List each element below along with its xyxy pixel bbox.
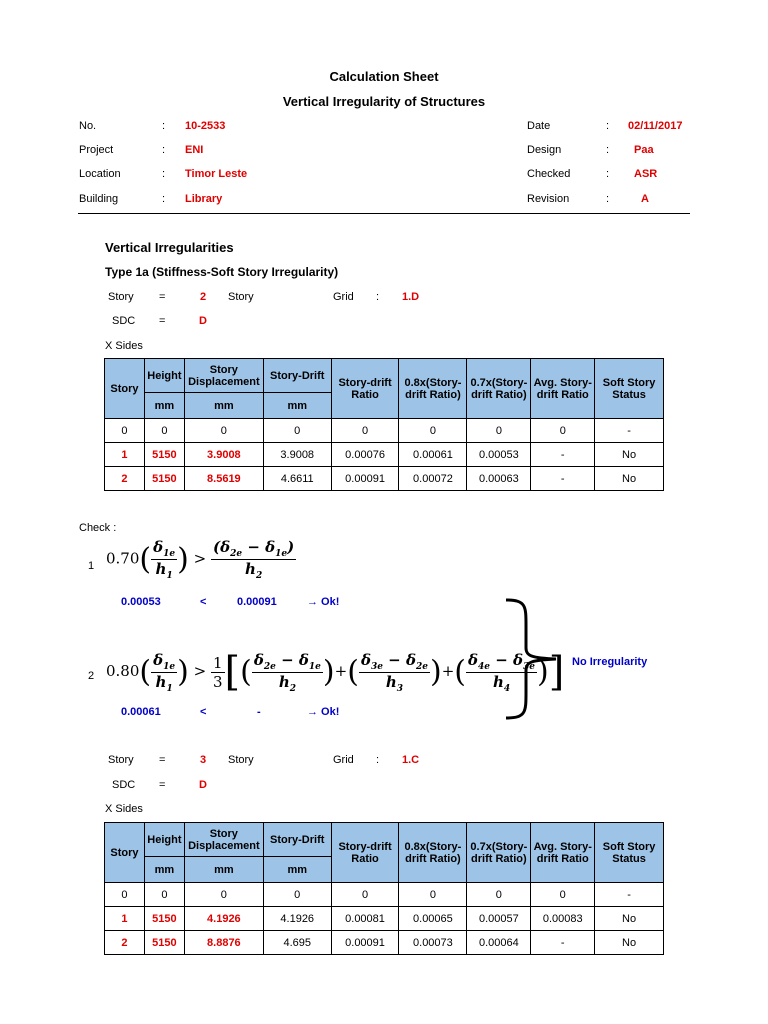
table-cell: 0.00072 — [399, 467, 467, 491]
story-eq: = — [159, 754, 166, 766]
unit-drift: mm — [263, 857, 331, 883]
sheet-title: Calculation Sheet — [329, 69, 439, 84]
grid-sep: : — [376, 291, 380, 303]
checked-value: ASR — [634, 168, 658, 180]
col-height: Height — [144, 359, 184, 393]
table-cell: 0 — [399, 419, 467, 443]
col-soft-status: Soft Story Status — [595, 359, 664, 419]
formula-1-coef: 0.70 — [106, 549, 140, 568]
col-08-ratio: 0.8x(Story- drift Ratio) — [399, 359, 467, 419]
section-title: Vertical Irregularities — [105, 240, 234, 255]
table-cell: 4.1926 — [263, 907, 331, 931]
sides-label: X Sides — [105, 803, 143, 815]
table-cell: 0.00065 — [399, 907, 467, 931]
check-label: Check : — [79, 522, 117, 534]
col-07-ratio: 0.7x(Story- drift Ratio) — [467, 359, 531, 419]
formula-1-number: 1 — [88, 560, 95, 572]
f1-result: → Ok! — [307, 596, 340, 608]
type-title: Type 1a (Stiffness-Soft Story Irregularity) — [105, 265, 339, 279]
table-cell: 0 — [184, 883, 263, 907]
conclusion: No Irregularity — [572, 656, 648, 668]
col-drift-ratio: Story-drift Ratio — [331, 823, 399, 883]
table-cell: 0 — [467, 883, 531, 907]
table-cell: - — [595, 883, 664, 907]
checked-sep: : — [606, 168, 610, 180]
table-row — [105, 883, 664, 907]
unit-height: mm — [144, 393, 184, 419]
story-label2: Story — [228, 754, 254, 766]
date-sep: : — [606, 120, 610, 132]
table-cell: No — [595, 443, 664, 467]
table-cell: 0.00053 — [467, 443, 531, 467]
table-row — [105, 467, 664, 491]
grid-label: Grid — [333, 754, 354, 766]
design-sep: : — [606, 144, 610, 156]
f2-left-value: 0.00061 — [121, 706, 161, 718]
checked-label: Checked — [527, 168, 571, 180]
unit-displacement: mm — [184, 857, 263, 883]
table-cell: 0.00083 — [531, 907, 595, 931]
table-cell: 0 — [184, 419, 263, 443]
sdc-value: D — [199, 315, 207, 327]
date-label: Date — [527, 120, 551, 132]
grid-sep: : — [376, 754, 380, 766]
unit-height: mm — [144, 857, 184, 883]
f2-right-value: - — [257, 706, 261, 718]
drift-table-2 — [104, 822, 664, 955]
table-cell: 0 — [331, 419, 399, 443]
table-cell: 0 — [531, 883, 595, 907]
story-label: Story — [108, 291, 134, 303]
col-story: Story — [105, 823, 145, 883]
table-cell: 0 — [263, 419, 331, 443]
col-07-ratio: 0.7x(Story- drift Ratio) — [467, 823, 531, 883]
table-row — [105, 907, 664, 931]
sdc-eq: = — [159, 779, 166, 791]
table-cell: 0 — [399, 883, 467, 907]
table-cell: 0 — [105, 419, 145, 443]
table-cell: 2 — [105, 467, 145, 491]
table-2-body — [105, 883, 664, 955]
building-value: Library — [185, 193, 223, 205]
grid-label: Grid — [333, 291, 354, 303]
table-cell: 3.9008 — [263, 443, 331, 467]
table-cell: 0 — [263, 883, 331, 907]
no-sep: : — [162, 120, 166, 132]
story-value: 3 — [200, 754, 207, 766]
project-sep: : — [162, 144, 166, 156]
table-cell: 0.00076 — [331, 443, 399, 467]
col-soft-status: Soft Story Status — [595, 823, 664, 883]
sheet-subtitle: Vertical Irregularity of Structures — [282, 94, 486, 109]
sdc-eq: = — [159, 315, 166, 327]
building-sep: : — [162, 193, 166, 205]
table-cell: - — [595, 419, 664, 443]
col-story-drift: Story-Drift — [263, 359, 331, 393]
table-row — [105, 443, 664, 467]
table-cell: No — [595, 467, 664, 491]
col-08-ratio: 0.8x(Story- drift Ratio) — [399, 823, 467, 883]
col-avg-ratio: Avg. Story- drift Ratio — [531, 359, 595, 419]
revision-value: A — [641, 193, 649, 205]
table-cell: 2 — [105, 931, 145, 955]
table-cell: 1 — [105, 443, 145, 467]
sdc-label: SDC — [112, 779, 136, 791]
formula-2-number: 2 — [88, 670, 95, 682]
table-cell: 8.5619 — [184, 467, 263, 491]
table-row — [105, 931, 664, 955]
unit-displacement: mm — [184, 393, 263, 419]
table-cell: 8.8876 — [184, 931, 263, 955]
table-cell: 0.00057 — [467, 907, 531, 931]
table-cell: 4.695 — [263, 931, 331, 955]
table-cell: 1 — [105, 907, 145, 931]
table-cell: 0 — [144, 883, 184, 907]
table-cell: 0.00081 — [331, 907, 399, 931]
table-cell: 4.1926 — [184, 907, 263, 931]
table-cell: 0.00091 — [331, 467, 399, 491]
location-label: Location — [79, 168, 121, 180]
table-cell: 0.00091 — [331, 931, 399, 955]
table-cell: 0 — [531, 419, 595, 443]
col-drift-ratio: Story-drift Ratio — [331, 359, 399, 419]
f2-operator: < — [200, 706, 207, 718]
f1-operator: < — [200, 596, 207, 608]
table-cell: 5150 — [144, 907, 184, 931]
table-cell: 0.00064 — [467, 931, 531, 955]
unit-drift: mm — [263, 393, 331, 419]
header-divider — [78, 213, 690, 214]
revision-sep: : — [606, 193, 610, 205]
table-cell: - — [531, 931, 595, 955]
table-1-body — [105, 419, 664, 491]
col-height: Height — [144, 823, 184, 857]
col-displacement: Story Displacement — [184, 359, 263, 393]
f2-result: → Ok! — [307, 706, 340, 718]
grid-value: 1.D — [402, 291, 420, 303]
table-cell: - — [531, 443, 595, 467]
table-cell: 0 — [144, 419, 184, 443]
formula-2: 0.80( $\frac{\delta_{1e}}{h_1}$ ) > $\frac{1}{3}$ [( $\frac{\delta_{2e} - \delta_{1e}}{h_2}$ )+( $\frac{\delta_{3e} - \delta_{2e}}{h_3}$ )+( $\frac{\delta_{4e} - \delta_{3e}}{h_4}$ )] — [106, 649, 565, 695]
table-cell: 5150 — [144, 467, 184, 491]
story-eq: = — [159, 291, 166, 303]
table-cell: 3.9008 — [184, 443, 263, 467]
location-sep: : — [162, 168, 166, 180]
table-cell: 0 — [331, 883, 399, 907]
location-value: Timor Leste — [185, 168, 248, 180]
table-cell: 0.00063 — [467, 467, 531, 491]
col-story-drift: Story-Drift — [263, 823, 331, 857]
story-value: 2 — [200, 291, 207, 303]
no-value: 10-2533 — [185, 120, 226, 132]
table-cell: - — [531, 467, 595, 491]
table-cell: No — [595, 931, 664, 955]
no-label: No. — [79, 120, 97, 132]
table-cell: 0 — [105, 883, 145, 907]
formula-2-coef: 0.80 — [106, 662, 140, 680]
grid-value: 1.C — [402, 754, 420, 766]
col-displacement: Story Displacement — [184, 823, 263, 857]
table-cell: 0.00061 — [399, 443, 467, 467]
sdc-label: SDC — [112, 315, 136, 327]
building-label: Building — [79, 193, 119, 205]
sdc-value: D — [199, 779, 207, 791]
right-curly-brace — [500, 596, 562, 722]
date-value: 02/11/2017 — [628, 120, 683, 132]
table-cell: 0 — [467, 419, 531, 443]
drift-table-1 — [104, 358, 664, 491]
project-value: ENI — [185, 144, 204, 156]
table-cell: 4.6611 — [263, 467, 331, 491]
design-value: Paa — [634, 144, 654, 156]
story-label: Story — [108, 754, 134, 766]
f1-left-value: 0.00053 — [121, 596, 161, 608]
f1-right-value: 0.00091 — [237, 596, 277, 608]
table-cell: 0.00073 — [399, 931, 467, 955]
table-row — [105, 419, 664, 443]
table-cell: 5150 — [144, 931, 184, 955]
project-label: Project — [79, 144, 114, 156]
design-label: Design — [527, 144, 562, 156]
table-cell: No — [595, 907, 664, 931]
story-label2: Story — [228, 291, 254, 303]
col-avg-ratio: Avg. Story- drift Ratio — [531, 823, 595, 883]
col-story: Story — [105, 359, 145, 419]
formula-1: 0.70( $\frac{\delta_{1e}}{h_1}$ ) > $\frac{(\delta_{2e} - \delta_{1e})}{h_2}$ — [106, 538, 295, 581]
sides-label: X Sides — [105, 340, 143, 352]
revision-label: Revision — [527, 193, 570, 205]
table-cell: 5150 — [144, 443, 184, 467]
